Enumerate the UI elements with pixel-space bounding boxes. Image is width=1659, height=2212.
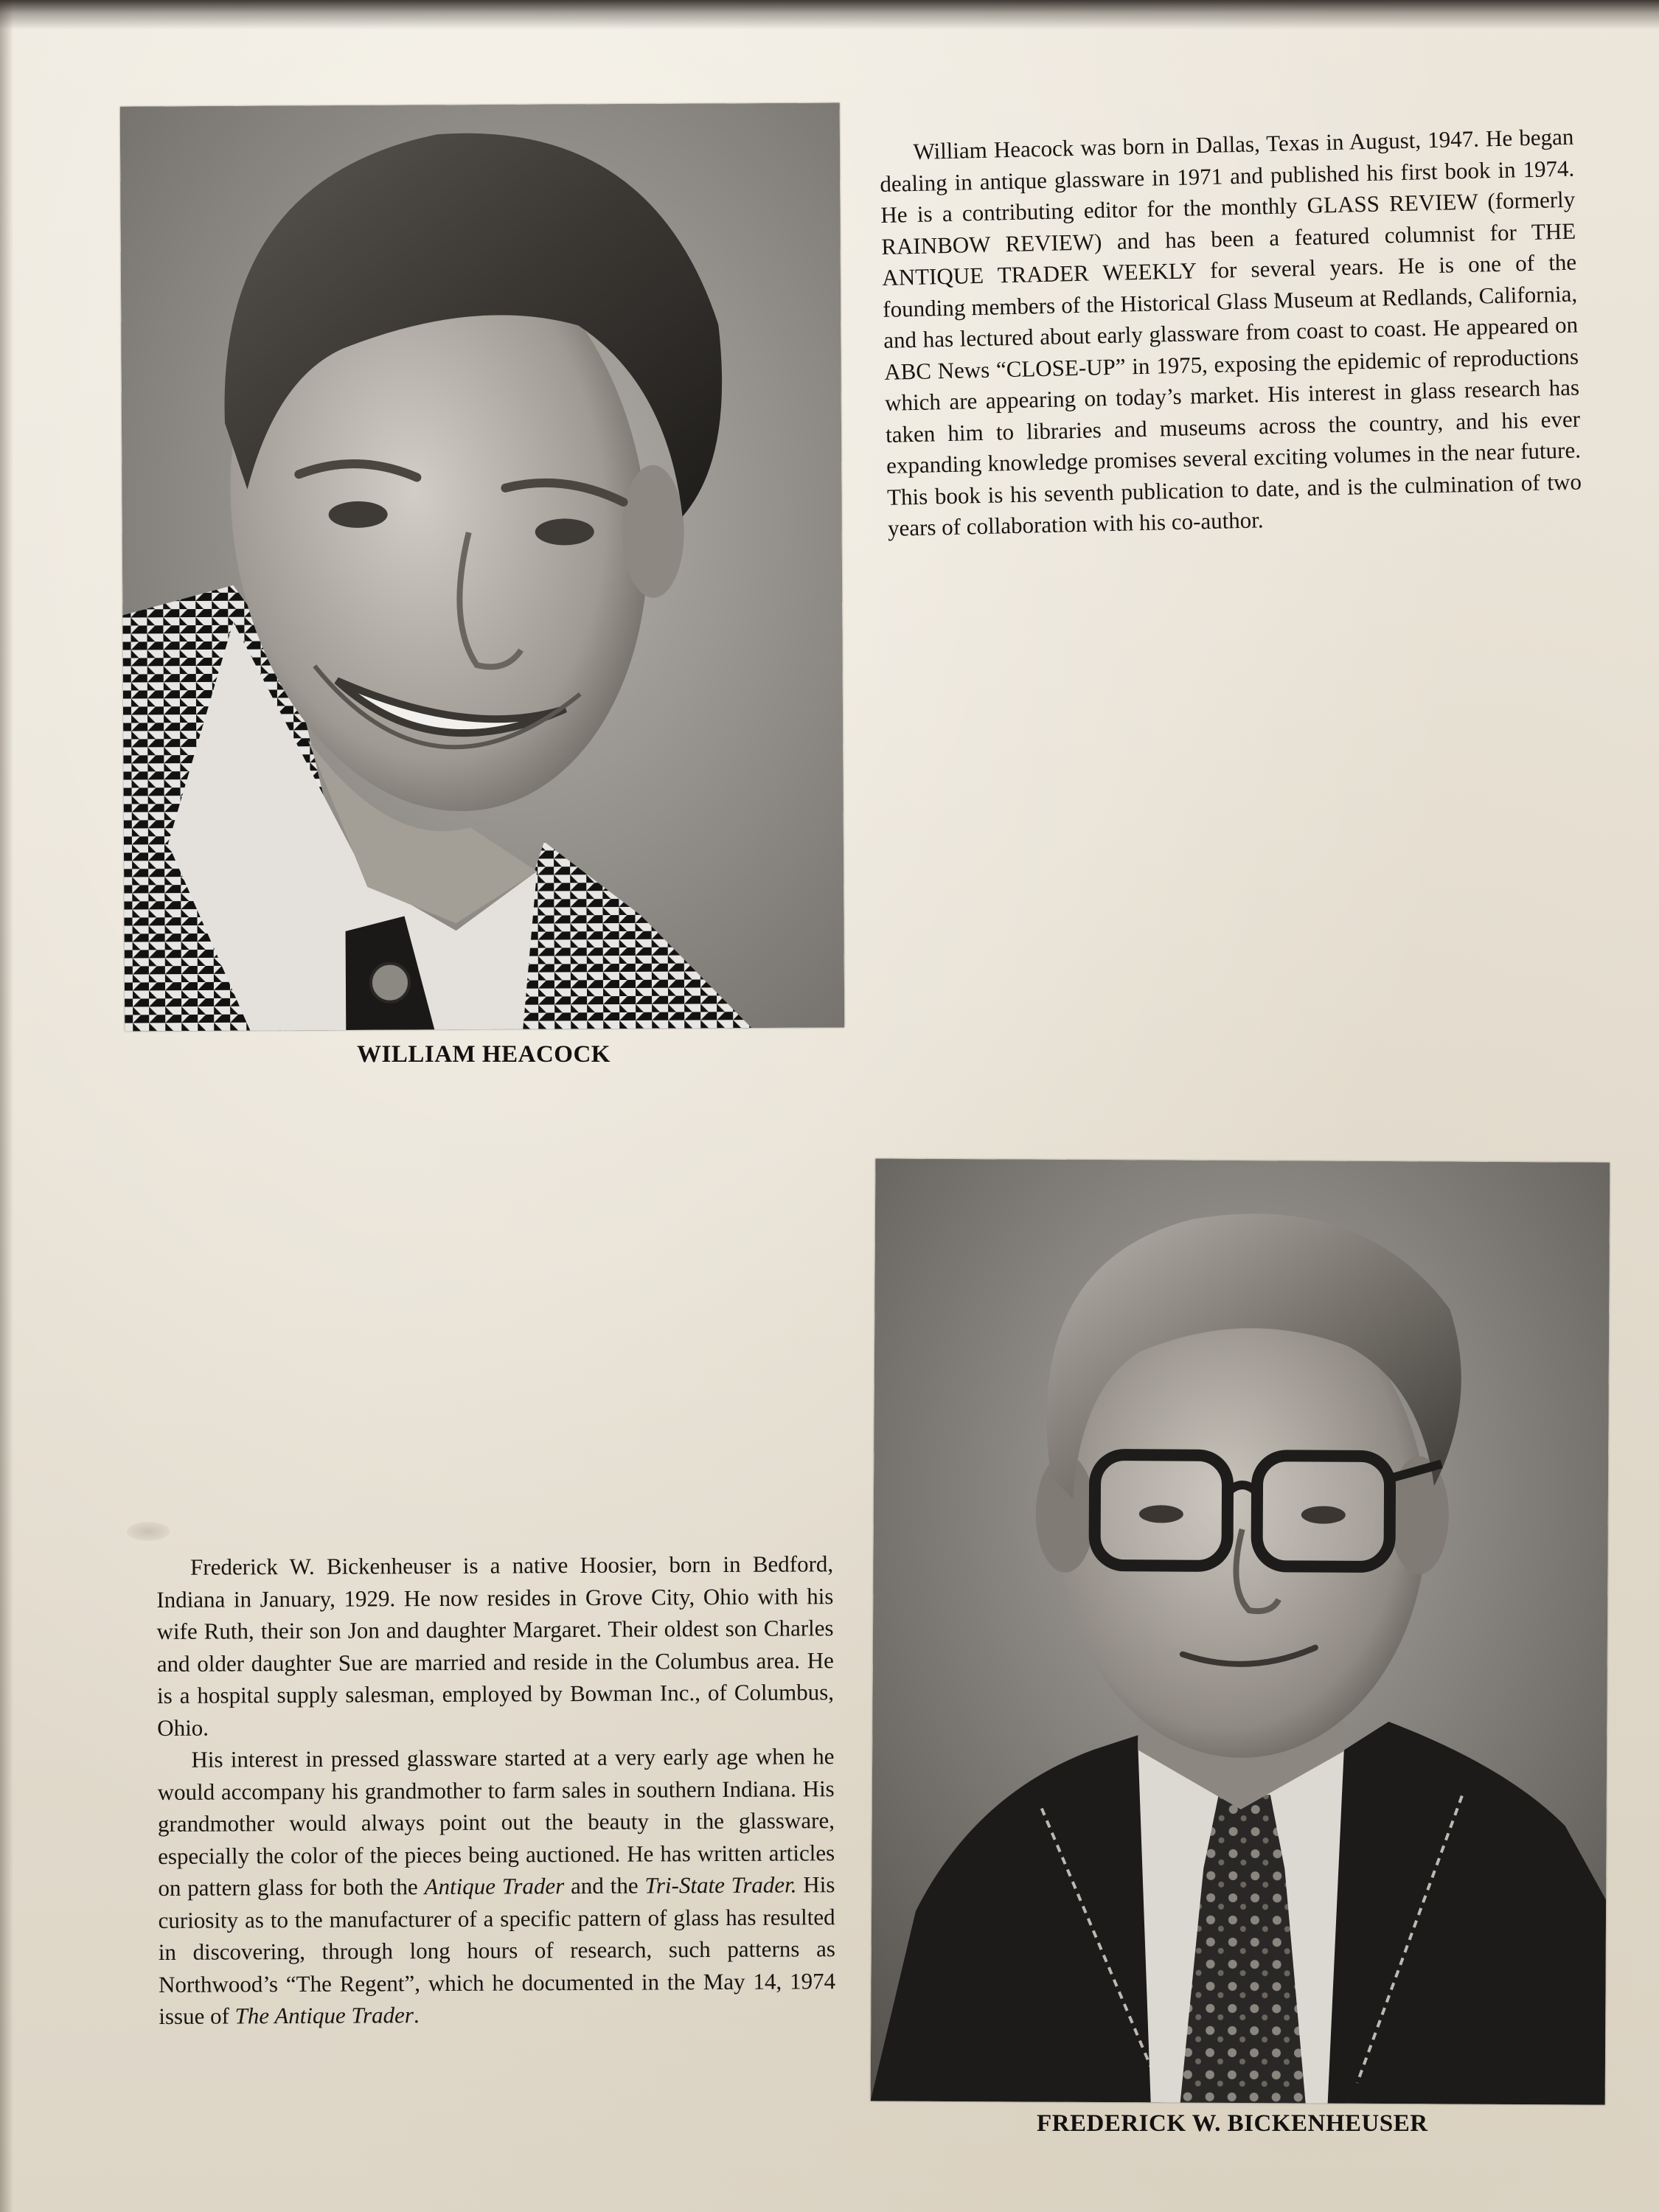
caption-william-heacock: WILLIAM HEACOCK (357, 1041, 611, 1068)
page-smudge (127, 1522, 170, 1541)
bio-text: . (413, 2002, 420, 2028)
photo-frederick-bickenheuser (871, 1158, 1610, 2104)
bio-frederick-bickenheuser-paragraph-1: Frederick W. Bickenheuser is a native Hoosier, born in Bedford, Indiana in January, 1929. He now resides in Grove City, Ohio with his wife Ruth, their son Jon and daughter Margaret. Their oldest son Charles and older daughter Sue are married and reside in the Columbus area. He is a hospital supply salesman, employed by Bowman Inc., of Columbus, Ohio. (156, 1551, 835, 1741)
page-left-shadow (0, 0, 13, 2212)
photo-william-heacock (120, 102, 845, 1031)
bio-william-heacock-paragraph: William Heacock was born in Dallas, Texas in August, 1947. He began dealing in antique glassware in 1971 and published his first book in 1974. He is a contributing editor for the monthly GLASS REVIEW (formerly RAINBOW REVIEW) and has been a featured columnist for THE ANTIQUE TRADER WEEKLY for several years. He is one of the founding members of the Historical Glass Museum at Redlands, California, and has lectured about early glassware from coast to coast. He appeared on ABC News “CLOSE-UP” in 1975, exposing the epidemic of reproductions which are appearing on today’s market. His interest in glass research has taken him to libraries and museums across the country, and his ever expanding knowledge promises several exciting volumes in the near future. This book is his seventh publication to date, and is the culmination of two years of collaboration with his co-author. (880, 123, 1582, 541)
publication-title: The Antique Trader (234, 2002, 414, 2029)
bio-text: and the (564, 1872, 645, 1899)
bio-text: His curiosity as to the manufacturer of a specific pattern of glass has resulted in discovering, through long hours of research, such patterns as Northwood’s “The Regent”, which he documented in the May 14, 1974 issue of (158, 1871, 836, 2029)
bio-william-heacock (879, 122, 1582, 545)
publication-title: Antique Trader (424, 1873, 565, 1900)
publication-title: Tri-State Trader. (644, 1871, 797, 1899)
bio-frederick-bickenheuser-paragraph-2 (157, 1740, 835, 2032)
caption-frederick-bickenheuser: FREDERICK W. BICKENHEUSER (1037, 2110, 1428, 2137)
bio-frederick-bickenheuser (156, 1548, 835, 2032)
page-top-shadow (0, 0, 1659, 29)
bio-text: His interest in pressed glassware started at a very early age when he would accompany his grandmother to farm sales in southern Indiana. His grandmother would always point out the beauty in the glassware, especially the color of the pieces being auctioned. He has written articles on pattern glass for both the (157, 1743, 835, 1901)
